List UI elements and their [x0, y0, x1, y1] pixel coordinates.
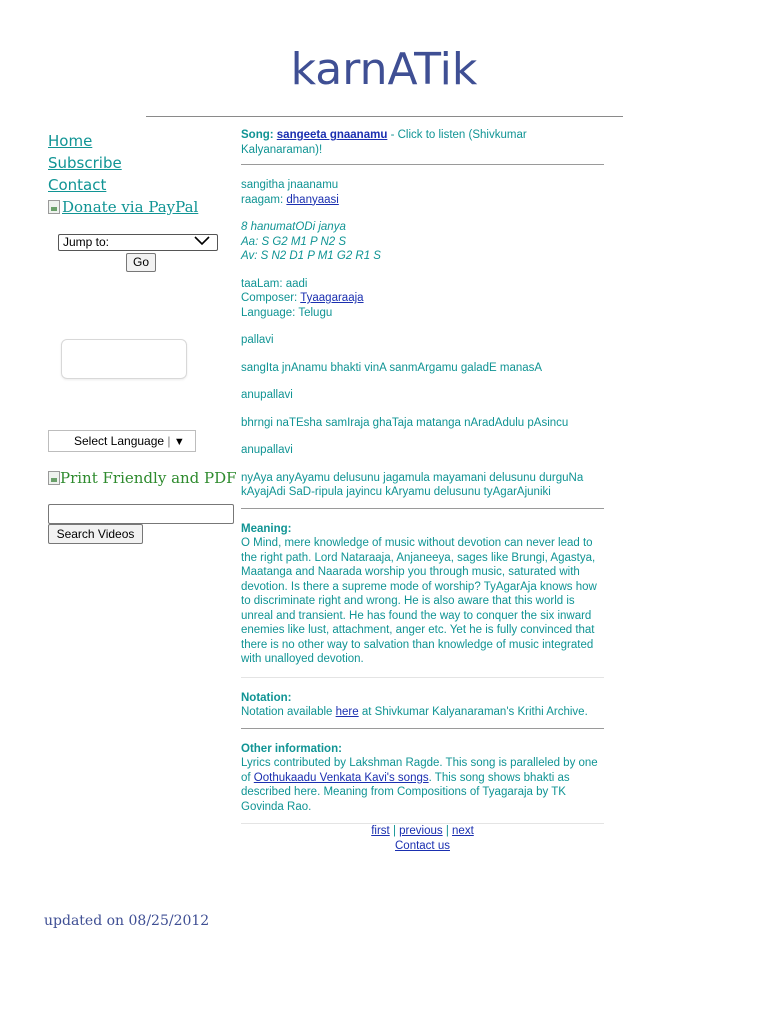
taalam-line: taaLam: aadi	[241, 277, 308, 290]
go-button[interactable]: Go	[126, 253, 156, 272]
jump-to-label: Jump to:	[63, 235, 110, 249]
jump-to-select[interactable]	[58, 234, 218, 251]
notation-label: Notation:	[241, 691, 292, 704]
divider	[241, 677, 604, 678]
nav-separator: |	[445, 825, 449, 837]
raagam-link[interactable]: dhanyaasi	[286, 193, 339, 206]
donate-paypal-link[interactable]	[48, 196, 238, 218]
nav-home-link[interactable]: Home	[48, 132, 93, 150]
janya-line: 8 hanumatODi janya	[241, 221, 346, 233]
nav-separator: |	[392, 825, 396, 837]
previous-link[interactable]: previous	[399, 825, 443, 837]
other-info-label: Other information:	[241, 742, 342, 755]
embedded-widget-box	[61, 339, 187, 379]
charanam-text: nyAya anyAyamu delusunu jagamula mayamani delusunu durguNa kAyajAdi SaD-ripula jayincu kAryamu delusunu tyAgarAjuniki	[241, 471, 584, 498]
pallavi-text: sangIta jnAnamu bhakti vinA sanmArgamu galadE manasA	[241, 361, 543, 374]
first-link[interactable]: first	[371, 825, 390, 837]
other-info-text	[241, 756, 604, 814]
notation-before: Notation available	[241, 706, 333, 718]
raagam-label: raagam:	[241, 193, 284, 206]
song-listen-text: - Click to listen (Shivkumar Kalyanaraman)!	[241, 129, 527, 156]
contact-us-link[interactable]: Contact us	[395, 839, 450, 852]
other-info-before: Lyrics contributed by Lakshman Ragde. This song is paralleled by one of	[241, 757, 598, 784]
contact-us-line	[241, 839, 604, 854]
song-listen-link[interactable]: sangeeta gnaanamu	[276, 129, 388, 141]
print-friendly-link[interactable]	[48, 468, 237, 488]
chevron-down-icon	[193, 233, 211, 247]
arohanam-line: Aa: S G2 M1 P N2 S	[241, 235, 347, 248]
composer-line	[241, 291, 604, 306]
search-videos-button[interactable]: Search Videos	[48, 524, 143, 544]
anupallavi-label: anupallavi	[241, 389, 293, 401]
donate-paypal-alt: Donate via PayPal	[62, 198, 199, 216]
anupallavi-text: bhrngi naTEsha samIraja ghaTaja matanga nAradAdulu pAsincu	[241, 416, 569, 429]
updated-date: updated on 08/25/2012	[44, 913, 210, 929]
print-friendly-alt: Print Friendly and PDF	[60, 469, 237, 487]
site-title: karnATik	[290, 44, 478, 95]
divider	[241, 164, 604, 165]
divider	[241, 728, 604, 729]
raagam-line	[241, 193, 604, 208]
page-navigation	[241, 824, 604, 839]
dropdown-arrow-icon: ▼	[173, 436, 185, 448]
nav-subscribe-link[interactable]: Subscribe	[48, 154, 122, 172]
next-link[interactable]: next	[452, 825, 474, 837]
song-title-line: sangitha jnaanamu	[241, 179, 339, 191]
language-select[interactable]: Select Language | ▼	[48, 430, 196, 452]
language-select-label: Select Language	[74, 434, 165, 448]
language-line: Language: Telugu	[241, 306, 333, 319]
sidebar	[48, 130, 238, 541]
other-info-after: . This song shows bhakti as described here. Meaning from Compositions of Tyagaraja by TK Govinda Rao.	[241, 771, 570, 813]
song-header	[241, 128, 604, 157]
notation-after: at Shivkumar Kalyanaraman's Krithi Archive.	[361, 706, 588, 718]
meaning-text: O Mind, mere knowledge of music without devotion can never lead to the right path. Lord Nataraaja, Anjaneeya, sages like Brungi, Agastya, Maatanga and Naarada worship you through music, saturated with devotion. Is there a supreme mode of worship? TyAgarAja knows how to discriminate right and wrong. He is also aware that this world is unreal and transient. He has found the way to conquer the six inward enemies like lust, attachment, anger etc. Yet he is fully convinced that there is no other way to salvation than knowledge of music integrated with unalloyed devotion.	[241, 537, 597, 665]
pallavi-label: pallavi	[241, 334, 274, 346]
nav-contact-link[interactable]: Contact	[48, 176, 107, 194]
avarohanam-line: Av: S N2 D1 P M1 G2 R1 S	[241, 250, 381, 262]
meaning-label: Meaning:	[241, 522, 292, 535]
title-divider	[146, 116, 623, 117]
composer-label: Composer:	[241, 292, 298, 304]
broken-image-icon	[48, 200, 60, 214]
notation-here-link[interactable]: here	[335, 706, 359, 718]
video-search-input[interactable]	[48, 504, 234, 524]
notation-text	[241, 705, 604, 720]
parallel-song-link[interactable]: Oothukaadu Venkata Kavi's songs	[253, 771, 429, 784]
song-label: Song:	[241, 129, 274, 141]
song-content	[241, 128, 604, 853]
broken-image-icon	[48, 471, 60, 485]
divider	[241, 508, 604, 509]
composer-link[interactable]: Tyaagaraaja	[300, 292, 364, 304]
charanam-label: anupallavi	[241, 444, 293, 456]
